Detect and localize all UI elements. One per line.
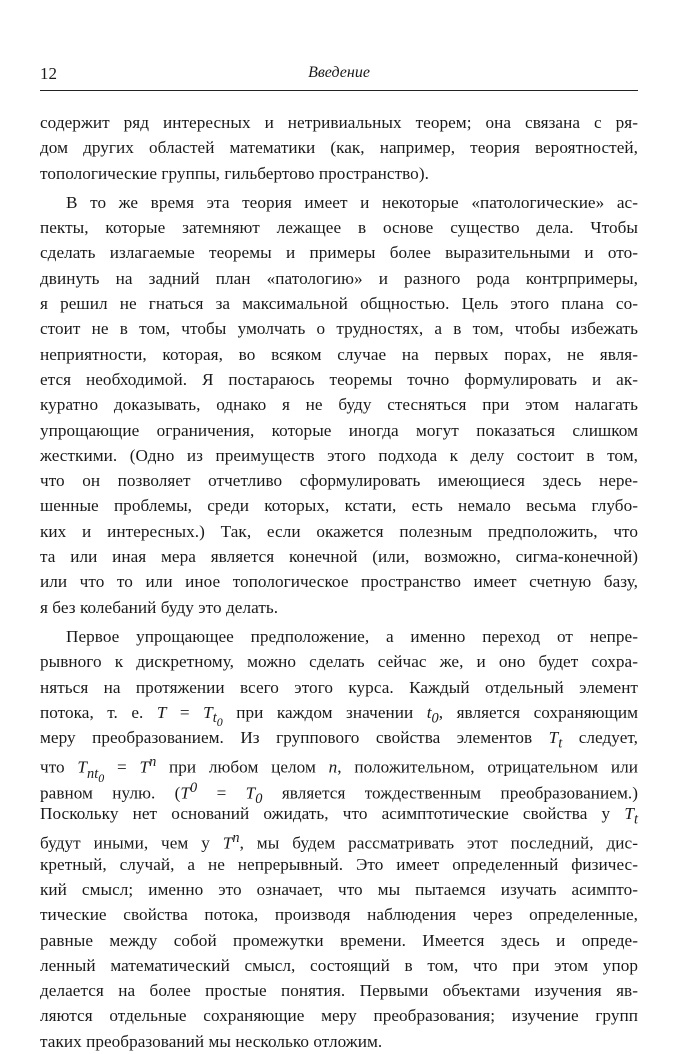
text-line: Первое упрощающее предположение, а именно переход от непре-	[66, 626, 638, 646]
text-line: содержит ряд интересных и нетривиальных теорем; она связана с ря-	[40, 113, 638, 132]
text-line: та или иная мера является конечной (или, возможно, сигма-конечной)	[40, 547, 638, 567]
text-line: равные между собой промежутки времени. Имеется здесь и опреде-	[40, 930, 638, 950]
text-line: ляются отдельные сохраняющие меру преобразования; изучение групп	[40, 1006, 638, 1026]
text-line: пекты, которые затемняют лежащее в основе существо дела. Чтобы	[40, 218, 638, 238]
text-line: кий смысл; именно это означает, что мы пытаемся изучать асимпто-	[40, 879, 638, 899]
text-line: шенные проблемы, среди которых, кстати, есть немало весьма глубо-	[40, 496, 638, 516]
paragraph	[40, 110, 638, 186]
text-line: потока, т. е. $T = T_{t_0}$ при каждом значении $t_0$, является сохраняющим	[40, 702, 638, 730]
paragraph	[40, 190, 638, 620]
running-title: Введение	[308, 64, 370, 81]
text-line: я без колебаний буду это делать.	[40, 597, 279, 617]
text-line: рывного к дискретному, можно сделать сейчас же, и оно будет сохра-	[40, 652, 638, 672]
text-line: дом других областей математики (как, например, теория вероятностей,	[40, 138, 638, 158]
text-line: В то же время эта теория имеет и некоторые «патологические» ас-	[66, 192, 638, 212]
text-line: будут иными, чем у $T^n$, мы будем рассматривать этот последний, дис-	[40, 830, 638, 854]
body-text	[40, 110, 638, 1054]
text-line: стоит не в том, чтобы умолчать о трудностях, а в том, чтобы избежать	[40, 319, 638, 339]
text-line: что он позволяет отчетливо сформулировать имеющиеся здесь нере-	[40, 471, 638, 491]
text-line: или что то или иное топологическое пространство имеет счетную базу,	[40, 572, 638, 592]
text-line: кретный, случай, а не непрерывный. Это имеет определенный физичес-	[40, 854, 638, 874]
text-line: неприятности, которая, во всяком случае на первых порах, не явля-	[40, 344, 638, 364]
text-line: равном нулю. ($T^0 = T_0$ является тождественным преобразованием.)	[40, 779, 638, 807]
text-line: куратно доказывать, однако я не буду стесняться при этом налагать	[40, 395, 638, 415]
text-line: тические свойства потока, производя наблюдения через определенные,	[40, 905, 638, 925]
page-header	[40, 62, 638, 91]
text-line: топологические группы, гильбертово пространство).	[40, 163, 429, 183]
text-line: сделать излагаемые теоремы и примеры более выразительными и ото-	[40, 243, 638, 263]
text-line: делается на более простые понятия. Первыми объектами изучения яв-	[40, 981, 638, 1001]
text-line: ленный математический смысл, состоящий в том, что при этом упор	[40, 955, 638, 975]
page-number: 12	[40, 64, 57, 83]
text-line: меру преобразованием. Из группового свойства элементов $T_t$ следует,	[40, 728, 639, 752]
paragraph	[40, 624, 638, 1054]
text-line: ких и интересных.) Так, если окажется полезным предположить, что	[40, 521, 638, 541]
text-line: Поскольку нет оснований ожидать, что асимптотические свойства у $T_t$	[40, 804, 638, 828]
text-line: я решил не гнаться за максимальной общностью. Цель этого плана со-	[40, 294, 638, 314]
text-line: няться на протяжении всего этого курса. Каждый отдельный элемент	[40, 677, 638, 697]
text-line: что $T_{nt_0} = T^n$ при любом целом n, положительном, отрицательном или	[40, 754, 638, 785]
text-line: таких преобразований мы несколько отложим.	[40, 1031, 383, 1051]
text-line: двинуть на задний план «патологию» и разного рода контрпримеры,	[40, 268, 638, 288]
text-line: жесткими. (Одно из преимуществ этого подхода к делу состоит в том,	[40, 445, 638, 465]
text-line: ется необходимой. Я постараюсь теоремы точно формулировать и ак-	[40, 369, 638, 389]
text-line: упрощающие ограничения, которые иногда могут показаться слишком	[40, 420, 638, 440]
